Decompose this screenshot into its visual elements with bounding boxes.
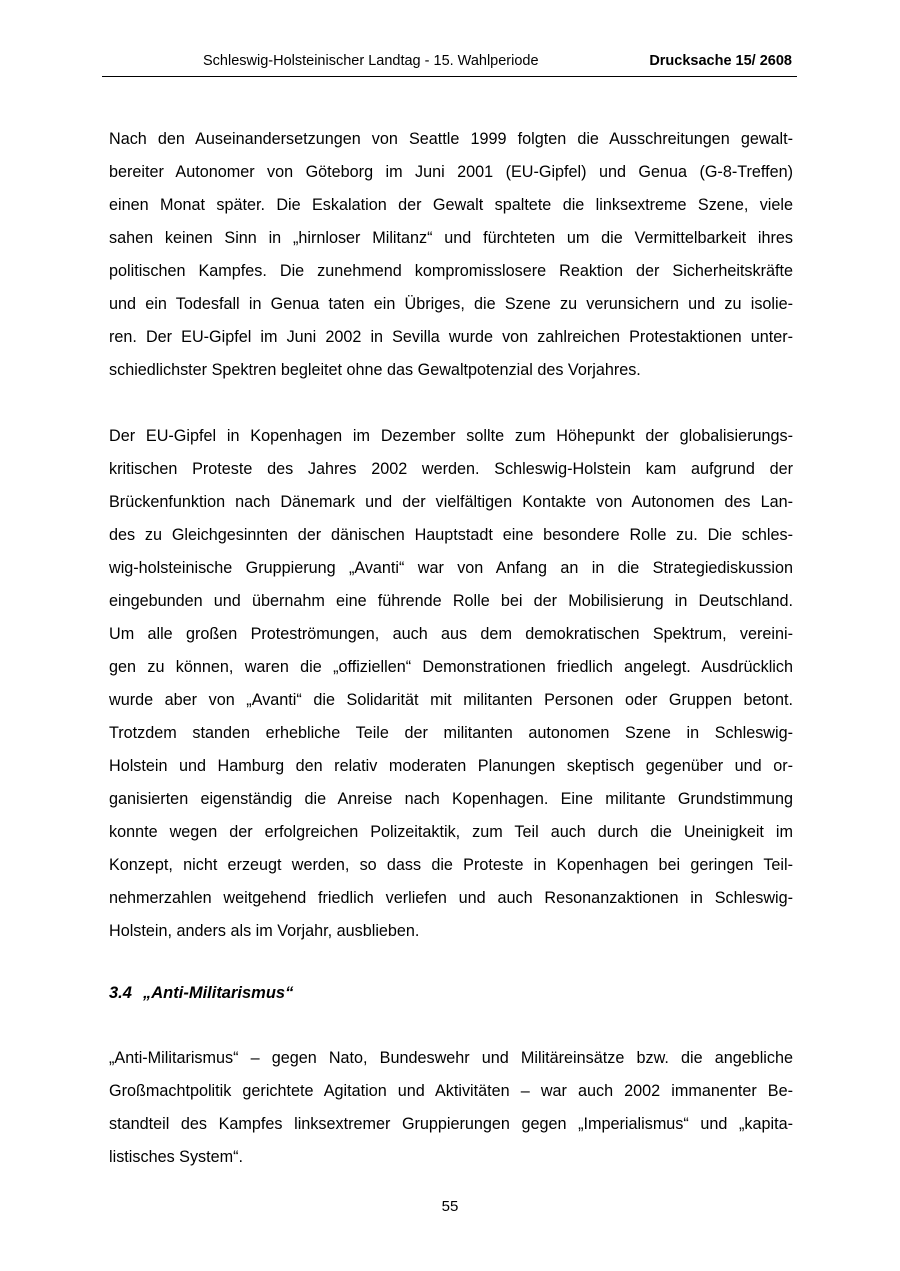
text-line: Großmachtpolitik gerichtete Agitation und Aktivitäten – war auch 2002 immanenter Be- — [109, 1082, 793, 1100]
text-line: schiedlichster Spektren begleitet ohne das Gewaltpotenzial des Vorjahres. — [109, 361, 641, 379]
paragraph-seattle-genua — [109, 123, 793, 387]
text-line: bereiter Autonomer von Göteborg im Juni 2001 (EU-Gipfel) und Genua (G-8-Treffen) — [109, 163, 793, 181]
text-line: gen zu können, waren die „offiziellen“ Demonstrationen friedlich angelegt. Ausdrücklich — [109, 658, 793, 676]
text-line: eingebunden und übernahm eine führende Rolle bei der Mobilisierung in Deutschland. — [109, 592, 793, 610]
text-line: Nach den Auseinandersetzungen von Seattle 1999 folgten die Ausschreitungen gewalt- — [109, 130, 793, 148]
text-line: Konzept, nicht erzeugt werden, so dass die Proteste in Kopenhagen bei geringen Teil- — [109, 856, 793, 874]
text-line: Brückenfunktion nach Dänemark und der vielfältigen Kontakte von Autonomen des Lan- — [109, 493, 793, 511]
page-header — [102, 52, 797, 77]
paragraph-anti-militarismus — [109, 1042, 793, 1174]
text-line: listisches System“. — [109, 1148, 244, 1166]
section-title: „Anti-Militarismus“ — [143, 984, 294, 1002]
text-line: wurde aber von „Avanti“ die Solidarität mit militanten Personen oder Gruppen betont. — [109, 691, 793, 709]
header-title: Schleswig-Holsteinischer Landtag - 15. Wahlperiode — [203, 53, 539, 69]
text-line: Holstein und Hamburg den relativ moderaten Planungen skeptisch gegenüber und or- — [109, 757, 793, 775]
text-line: politischen Kampfes. Die zunehmend kompromisslosere Reaktion der Sicherheitskräfte — [109, 262, 793, 280]
text-line: konnte wegen der erfolgreichen Polizeitaktik, zum Teil auch durch die Uneinigkeit im — [109, 823, 793, 841]
text-line: einen Monat später. Die Eskalation der Gewalt spaltete die linksextreme Szene, viele — [109, 196, 793, 214]
page-number: 55 — [441, 1198, 459, 1215]
text-line: und ein Todesfall in Genua taten ein Übriges, die Szene zu verunsichern und zu isolie- — [109, 295, 793, 313]
text-line: des zu Gleichgesinnten der dänischen Hauptstadt eine besondere Rolle zu. Die schles- — [109, 526, 793, 544]
section-number: 3.4 — [109, 984, 132, 1002]
section-heading — [109, 980, 293, 1006]
text-line: Holstein, anders als im Vorjahr, ausblieben. — [109, 922, 420, 940]
text-line: sahen keinen Sinn in „hirnloser Militanz“ und fürchteten um die Vermittelbarkeit ihres — [109, 229, 793, 247]
text-line: Um alle großen Proteströmungen, auch aus dem demokratischen Spektrum, vereini- — [109, 625, 793, 643]
text-line: „Anti-Militarismus“ – gegen Nato, Bundeswehr und Militäreinsätze bzw. die angebliche — [109, 1049, 793, 1067]
text-line: nehmerzahlen weitgehend friedlich verliefen und auch Resonanzaktionen in Schleswig- — [109, 889, 793, 907]
text-line: wig-holsteinische Gruppierung „Avanti“ war von Anfang an in die Strategiediskussion — [109, 559, 793, 577]
text-line: Trotzdem standen erhebliche Teile der militanten autonomen Szene in Schleswig- — [109, 724, 793, 742]
text-line: ren. Der EU-Gipfel im Juni 2002 in Sevilla wurde von zahlreichen Protestaktionen unter- — [109, 328, 793, 346]
document-number: Drucksache 15/ 2608 — [649, 53, 792, 69]
text-line: standteil des Kampfes linksextremer Gruppierungen gegen „Imperialismus“ und „kapita- — [109, 1115, 793, 1133]
text-line: ganisierten eigenständig die Anreise nach Kopenhagen. Eine militante Grundstimmung — [109, 790, 793, 808]
text-line: kritischen Proteste des Jahres 2002 werden. Schleswig-Holstein kam aufgrund der — [109, 460, 793, 478]
paragraph-kopenhagen — [109, 420, 793, 948]
text-line: Der EU-Gipfel in Kopenhagen im Dezember sollte zum Höhepunkt der globalisierungs- — [109, 427, 793, 445]
